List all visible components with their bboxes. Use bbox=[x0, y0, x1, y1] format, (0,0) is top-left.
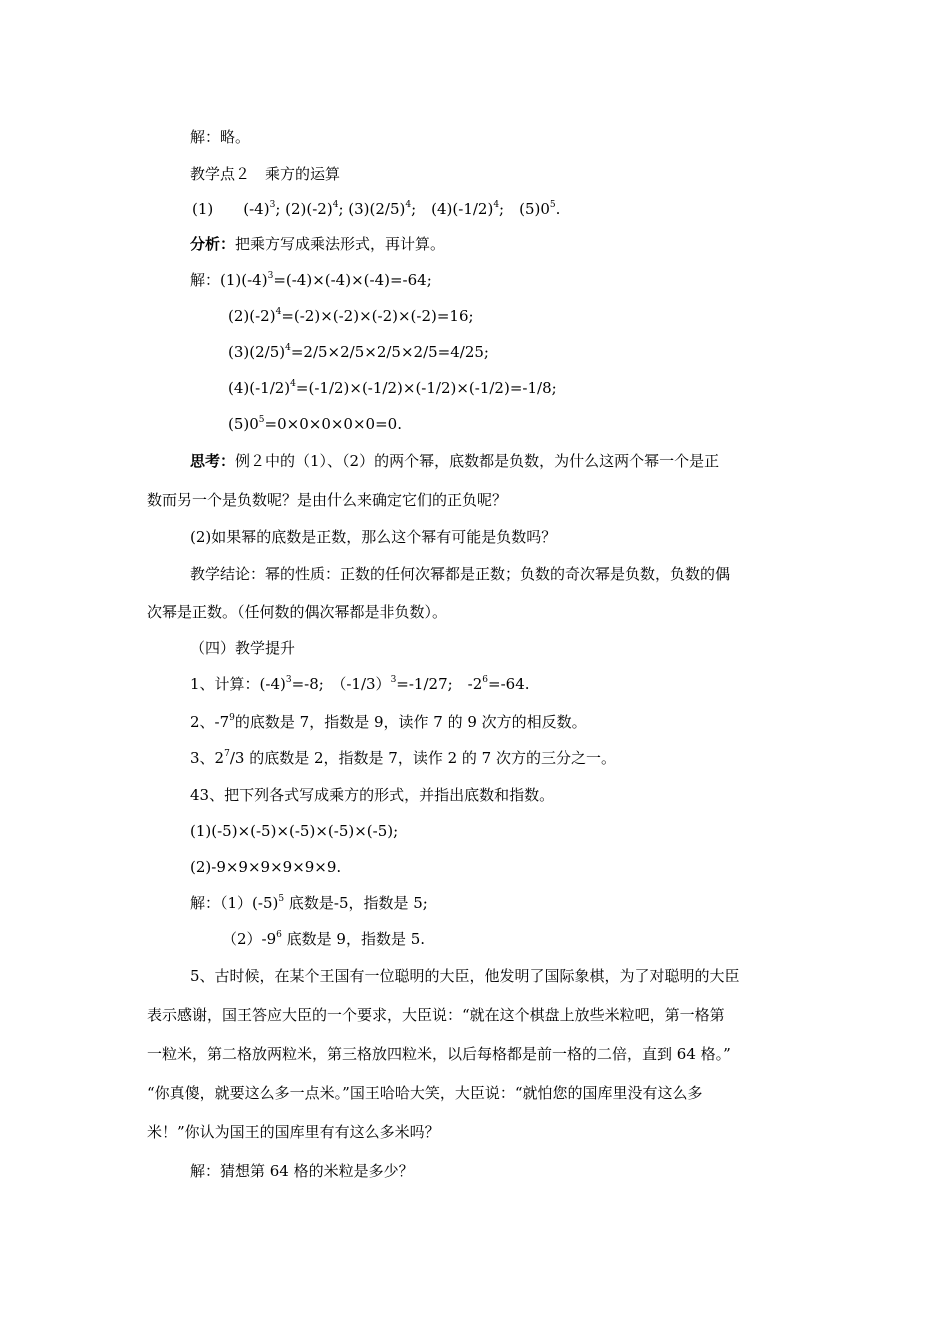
think-paragraph-line-1: 思考：例２中的（1）、（2）的两个幂，底数都是负数，为什么这两个幂一个是正 bbox=[190, 452, 720, 470]
solution-line-3: $(3)(2/5)^4=2/5\times 2/5\times 2/5\times 2/5=4/25$; bbox=[228, 343, 489, 361]
analysis-label: 分析： bbox=[190, 235, 236, 253]
think-question-2: (2)如果幂的底数是正数，那么这个幂有可能是负数吗？ bbox=[190, 528, 557, 546]
exercise-4: 43、把下列各式写成乘方的形式，并指出底数和指数。 bbox=[190, 786, 555, 804]
exercise-3: 3、$2^7/3$ 的底数是 2，指数是 7，读作 2 的 7 次方的三分之一。 bbox=[190, 749, 616, 767]
analysis-paragraph: 分析：把乘方写成乘法形式，再计算。 bbox=[190, 235, 446, 253]
solution-line-1: 解：$(1)(-4)^3=(-4)\times(-4)\times(-4)=-64$; bbox=[190, 271, 432, 289]
solution-line-5: $(5)0^5=0\times 0\times 0\times 0\times 0=0$. bbox=[228, 415, 402, 433]
solution-brief: 解：略。 bbox=[190, 128, 251, 146]
exercise-4-solution-1: 解：$(1)(-5)^5$ 底数是-5，指数是 5; bbox=[190, 894, 428, 912]
exercise-4-item-2: (2)-9×9×9×9×9×9. bbox=[190, 858, 342, 876]
exercise-5-solution: 解：猜想第 64 格的米粒是多少？ bbox=[190, 1162, 414, 1180]
exercise-5-line-2: 表示感谢，国王答应大臣的一个要求，大臣说：“就在这个棋盘上放些米粒吧，第一格第 bbox=[147, 1006, 725, 1024]
solution-line-2: $(2)(-2)^4=(-2)\times(-2)\times(-2)\times(-2)=16$; bbox=[228, 307, 474, 325]
section-4-title: （四）教学提升 bbox=[190, 639, 296, 657]
exercise-5-line-1: 5、古时候，在某个王国有一位聪明的大臣，他发明了国际象棋，为了对聪明的大臣 bbox=[190, 967, 740, 985]
think-label: 思考： bbox=[190, 452, 236, 470]
exercise-2: 2、$-7^9$的底数是 7，指数是 9，读作 7 的 9 次方的相反数。 bbox=[190, 713, 587, 731]
section-title: 教学点２ 乘方的运算 bbox=[190, 165, 341, 183]
exercise-4-solution-2: $(2)-9^6$ 底数是 9，指数是 5. bbox=[222, 930, 426, 948]
example-problems: (1) $(-4)^3$; $(2)(-2)^4$; $(3)(2/5)^4$; $(4)(-1/2)^4$; $(5)0^5$. bbox=[192, 200, 561, 218]
think-paragraph-line-2: 数而另一个是负数呢？是由什么来确定它们的正负呢？ bbox=[147, 491, 508, 509]
exercise-1: 1、计算：$(-4)^3=-8$; $(-1/3)^3=-1/27$; $-2^6=-64$. bbox=[190, 675, 530, 693]
exercise-5-line-5: 米！”你认为国王的国库里有有这么多米吗？ bbox=[147, 1123, 440, 1141]
solution-line-4: $(4)(-1/2)^4=(-1/2)\times(-1/2)\times(-1/2)\times(-1/2)=-1/8$; bbox=[228, 379, 557, 397]
exercise-5-line-4: “你真傻，就要这么多一点米。”国王哈哈大笑，大臣说：“就怕您的国库里没有这么多 bbox=[147, 1084, 703, 1102]
conclusion-line-2: 次幂是正数。（任何数的偶次幂都是非负数）。 bbox=[147, 603, 448, 621]
conclusion-line-1: 教学结论：幂的性质：正数的任何次幂都是正数；负数的奇次幂是负数，负数的偶 bbox=[190, 565, 731, 583]
exercise-4-item-1: (1)(-5)×(-5)×(-5)×(-5)×(-5); bbox=[190, 822, 399, 840]
exercise-5-line-3: 一粒米，第二格放两粒米，第三格放四粒米，以后每格都是前一格的二倍，直到 64 格。” bbox=[147, 1045, 731, 1063]
